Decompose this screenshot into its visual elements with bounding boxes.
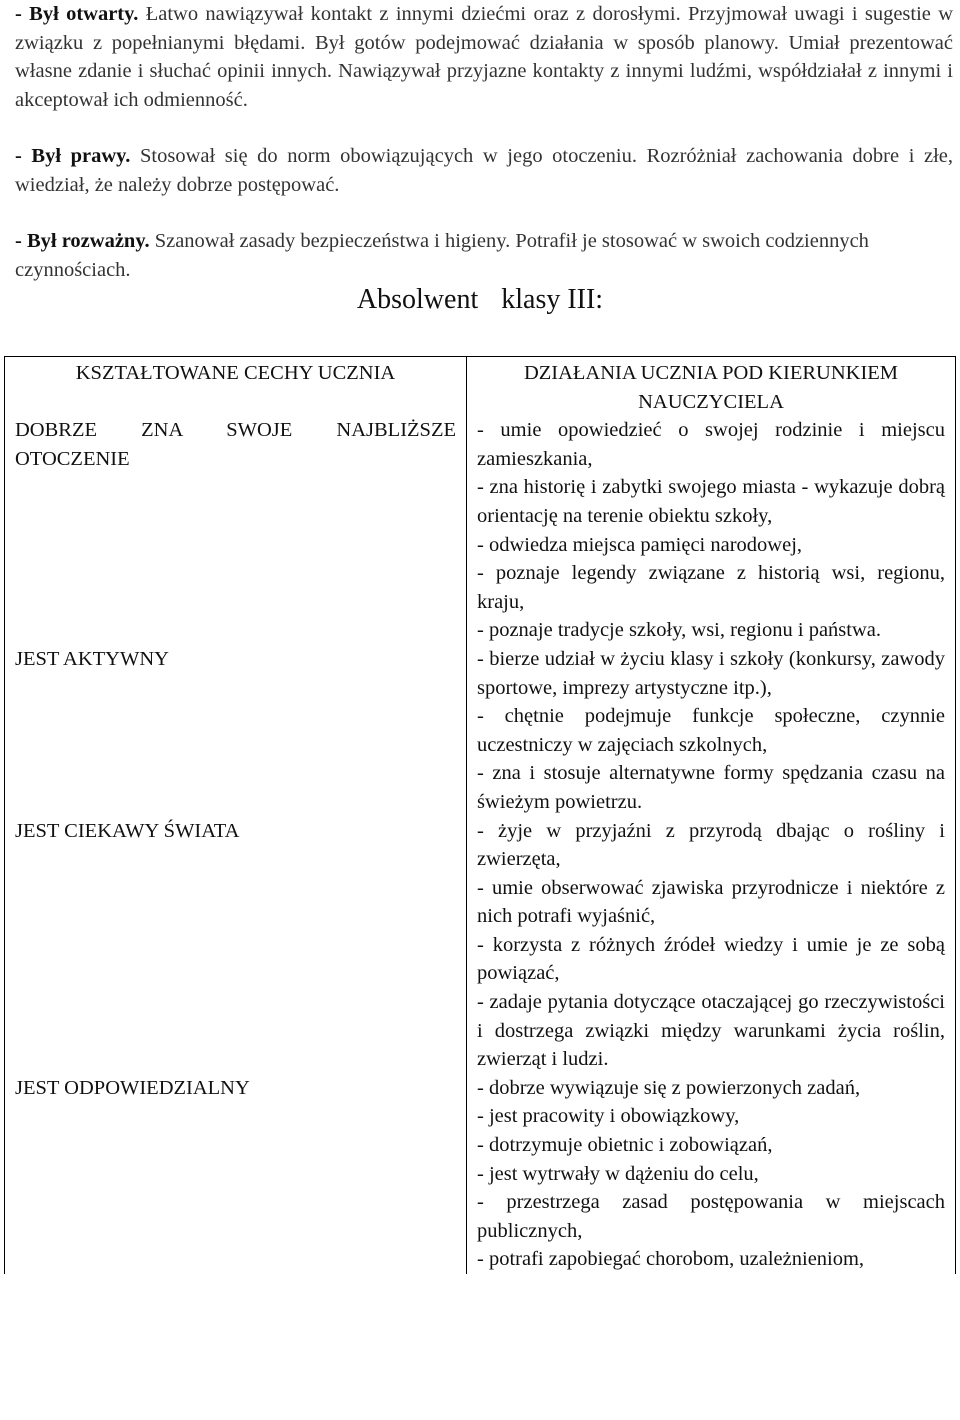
action-item: - zna historię i zabytki swojego miasta - wykazuje dobrą orientację na terenie obiektu szkoły, [477, 476, 945, 527]
trait-label: - Był prawy. [15, 145, 131, 167]
section-heading [0, 284, 960, 316]
action-item: - poznaje legendy związane z historią wsi, regionu, kraju, [477, 562, 945, 613]
traits-table [4, 356, 956, 1274]
action-item: - umie opowiedzieć o swojej rodzinie i miejscu zamieszkania, [477, 419, 945, 470]
column-header-actions: DZIAŁANIA UCZNIA POD KIERUNKIEM NAUCZYCIELA [467, 357, 956, 417]
actions-cell [467, 645, 956, 817]
heading-prefix: Absolwent [356, 284, 479, 315]
trait-cell: JEST AKTYWNY [5, 645, 467, 817]
action-item: - jest pracowity i obowiązkowy, [477, 1105, 740, 1128]
action-item: - żyje w przyjaźni z przyrodą dbając o rośliny i zwierzęta, [477, 819, 945, 871]
trait-label: - Był otwarty. [15, 3, 139, 25]
trait-description: Szanował zasady bezpieczeństwa i higieny. Potrafił je stosować w swoich codziennych czynnościach. [15, 230, 869, 281]
actions-cell [467, 416, 956, 645]
action-item: - korzysta z różnych źródeł wiedzy i umie je ze sobą powiązać, [477, 933, 945, 985]
intro-paragraph-open [15, 0, 953, 114]
trait-cell: JEST CIEKAWY ŚWIATA [5, 817, 467, 1074]
table-row [5, 416, 956, 645]
trait-description: Łatwo nawiązywał kontakt z innymi dziećmi oraz z dorosłymi. Przyjmował uwagi i sugestie w związku z popełnianymi błędami. Był gotów podejmować działania w sposób planowy. Umiał prezentować własne zdanie i słuchać opinii innych. Nawiązywał przyjazne kontakty z innymi ludźmi, współdziałał z innymi i akceptował ich odmienność. [15, 3, 954, 111]
intro-paragraph-righteous [15, 142, 953, 199]
action-item: - dotrzymuje obietnic i zobowiązań, [477, 1134, 773, 1157]
action-item: - umie obserwować zjawiska przyrodnicze i niektóre z nich potrafi wyjaśnić, [477, 876, 945, 928]
table-header [5, 357, 956, 417]
table-row [5, 817, 956, 1074]
action-item: - bierze udział w życiu klasy i szkoły (konkursy, zawody sportowe, imprezy artystyczne itp.), [477, 647, 945, 699]
intro-paragraph-prudent [15, 227, 953, 284]
action-item: - chętnie podejmuje funkcje społeczne, czynnie uczestniczy w zajęciach szkolnych, [477, 705, 945, 756]
action-item: - dobrze wywiązuje się z powierzonych zadań, [477, 1076, 861, 1099]
intro-section [15, 0, 953, 284]
action-item: - zadaje pytania dotyczące otaczającej go rzeczywistości i dostrzega związki między warunkami życia roślin, zwierząt i ludzi. [477, 991, 945, 1071]
action-item: - zna i stosuje alternatywne formy spędzania czasu na świeżym powietrzu. [477, 762, 945, 813]
table-row [5, 1074, 956, 1274]
trait-cell: JEST ODPOWIEDZIALNY [5, 1074, 467, 1274]
table-body [5, 416, 956, 1274]
action-item: - potrafi zapobiegać chorobom, uzależnieniom, [477, 1248, 865, 1271]
header-row [5, 357, 956, 417]
action-item: - przestrzega zasad postępowania w miejscach publicznych, [477, 1191, 945, 1242]
actions-cell [467, 1074, 956, 1274]
action-item: - odwiedza miejsca pamięci narodowej, [477, 533, 803, 556]
action-item: - jest wytrwały w dążeniu do celu, [477, 1162, 759, 1185]
trait-description: Stosował się do norm obowiązujących w jego otoczeniu. Rozróżniał zachowania dobre i złe, wiedział, że należy dobrze postępować. [15, 145, 953, 196]
table-row [5, 645, 956, 817]
action-item: - poznaje tradycje szkoły, wsi, regionu i państwa. [477, 619, 881, 642]
column-header-traits: KSZTAŁTOWANE CECHY UCZNIA [5, 357, 467, 417]
trait-cell: DOBRZE ZNA SWOJE NAJBLIŻSZE OTOCZENIE [5, 416, 467, 645]
trait-label: - Był rozważny. [15, 230, 150, 252]
actions-cell [467, 817, 956, 1074]
heading-main: klasy III: [501, 284, 604, 315]
